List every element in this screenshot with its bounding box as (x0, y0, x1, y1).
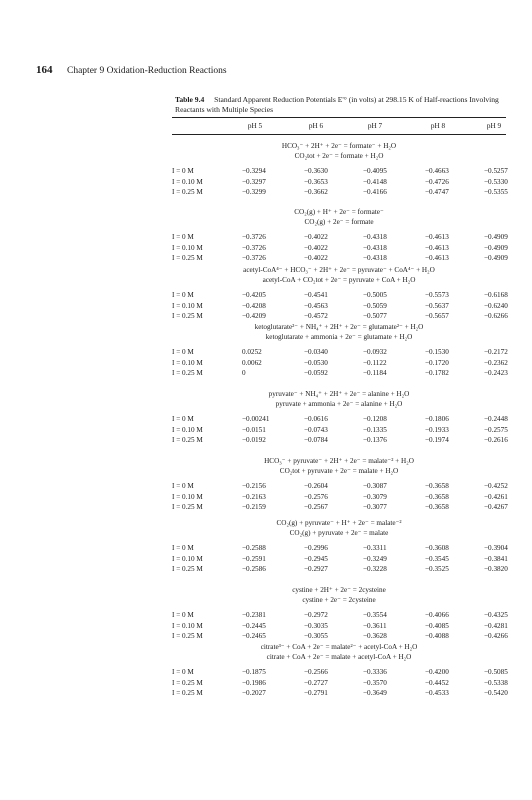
potential-value: −0.4663 (425, 167, 449, 175)
ionic-strength-label: I = 0 M (172, 291, 194, 299)
potential-value: −0.2575 (484, 425, 508, 434)
potential-value: −0.5573 (425, 291, 449, 299)
reaction-simplified: CO₂(g) + pyruvate + 2e⁻ = malate (289, 528, 389, 537)
potential-value: −0.4095 (363, 167, 387, 175)
potential-value: −0.4909 (484, 243, 508, 252)
ionic-strength-label: I = 0 M (172, 668, 194, 676)
potential-value: −0.4209 (242, 312, 266, 321)
table-row (172, 436, 506, 447)
potential-value: −0.5085 (484, 668, 508, 676)
potential-value: −0.2362 (484, 358, 508, 367)
potential-value: −0.4022 (304, 254, 328, 263)
table-row (172, 233, 506, 244)
page-header (36, 64, 227, 76)
ionic-strength-label: I = 0 M (172, 415, 194, 423)
potential-value: −0.1530 (425, 348, 449, 356)
potential-value: −0.3554 (363, 611, 387, 619)
potential-value: −0.2159 (242, 503, 266, 512)
potential-value: −0.3311 (363, 544, 387, 552)
table-row (172, 178, 506, 189)
potential-value: −0.1184 (363, 369, 387, 378)
potential-value: −0.4613 (425, 243, 449, 252)
potential-value: −0.4909 (484, 254, 508, 263)
potential-value: −0.4022 (304, 243, 328, 252)
table-row (172, 632, 506, 643)
potential-value: −0.3077 (363, 503, 387, 512)
ionic-strength-label: I = 0.10 M (172, 621, 203, 630)
potential-value: −0.1335 (363, 425, 387, 434)
reaction-block (172, 266, 506, 323)
reaction-simplified: CO₂tot + 2e⁻ = formate + H₂O (294, 151, 384, 160)
potential-value: 0.0062 (242, 358, 262, 367)
potential-value: −0.5338 (484, 678, 508, 687)
potential-value: −0.2172 (484, 348, 508, 356)
table-row (172, 244, 506, 255)
ionic-strength-label: I = 0.25 M (172, 503, 203, 512)
ionic-strength-label: I = 0 M (172, 544, 194, 552)
potential-value: −0.5637 (425, 301, 449, 310)
potential-value: −0.4208 (242, 301, 266, 310)
potential-value: −0.1122 (363, 358, 387, 367)
potential-value: −0.6240 (484, 301, 508, 310)
potential-value: −0.2616 (484, 436, 508, 445)
page-number: 164 (36, 64, 53, 76)
column-header: pH 9 (486, 122, 502, 130)
reaction-equation: ketoglutarate²⁻ + NH₄⁺ + 2H⁺ + 2e⁻ = glutamate²⁻ + H₂O (254, 323, 424, 331)
potential-value: −0.4325 (484, 611, 508, 619)
potential-value: −0.3035 (304, 621, 328, 630)
table-row (172, 302, 506, 313)
potential-value: −0.5330 (484, 177, 508, 186)
potential-value: −0.3628 (363, 632, 387, 641)
ionic-strength-label: I = 0.10 M (172, 554, 203, 563)
table-row (172, 312, 506, 323)
ionic-strength-label: I = 0 M (172, 348, 194, 356)
reaction-block (172, 142, 506, 199)
table-row (172, 291, 506, 302)
potential-value: −0.0151 (242, 425, 266, 434)
potential-value: −0.2163 (242, 492, 266, 501)
potential-value: −0.3087 (363, 482, 387, 490)
ionic-strength-label: I = 0.10 M (172, 243, 203, 252)
column-header: pH 5 (247, 122, 263, 130)
potential-value: −0.4318 (363, 254, 387, 263)
potential-value: −0.4909 (484, 233, 508, 241)
ionic-strength-label: I = 0.10 M (172, 177, 203, 186)
table-top-rule (172, 117, 506, 118)
reaction-block (172, 390, 506, 447)
potential-value: −0.0616 (304, 415, 328, 423)
potential-value: −0.3228 (363, 565, 387, 574)
table-row (172, 689, 506, 700)
reaction-equation: HCO₃⁻ + pyruvate⁻ + 2H⁺ + 2e⁻ = malate⁻² + H₂O (264, 457, 414, 465)
ionic-strength-label: I = 0.25 M (172, 565, 203, 574)
potential-value: −0.2448 (484, 415, 508, 423)
potential-value: −0.4613 (425, 254, 449, 263)
table-row (172, 188, 506, 199)
table-row (172, 426, 506, 437)
potential-value: −0.2567 (304, 503, 328, 512)
ionic-strength-label: I = 0.25 M (172, 632, 203, 641)
potential-value: −0.3249 (363, 554, 387, 563)
potential-value: −0.3570 (363, 678, 387, 687)
potential-value: −0.2591 (242, 554, 266, 563)
potential-value: −0.2586 (242, 565, 266, 574)
table-row (172, 622, 506, 633)
potential-value: −0.2927 (304, 565, 328, 574)
potential-value: −0.4200 (425, 668, 449, 676)
potential-value: −0.1376 (363, 436, 387, 445)
potential-value: −0.6168 (484, 291, 508, 299)
reaction-block (172, 457, 506, 514)
potential-value: −0.2576 (304, 492, 328, 501)
table-row (172, 668, 506, 679)
ionic-strength-label: I = 0.10 M (172, 301, 203, 310)
potential-value: −0.3841 (484, 554, 508, 563)
potential-value: −0.5059 (363, 301, 387, 310)
potential-value: −0.1720 (425, 358, 449, 367)
potential-value: −0.2027 (242, 689, 266, 698)
potential-value: −0.4022 (304, 233, 328, 241)
reaction-simplified: citrate + CoA + 2e⁻ = malate + acetyl-CoA + H₂O (266, 652, 412, 661)
ionic-strength-label: I = 0.25 M (172, 254, 203, 263)
potential-value: −0.4252 (484, 482, 508, 490)
potential-value: −0.2588 (242, 544, 266, 552)
table-label: Table 9.4 (175, 95, 205, 104)
potential-value: −0.1974 (425, 436, 449, 445)
potential-value: −0.3820 (484, 565, 508, 574)
ionic-strength-label: I = 0.10 M (172, 358, 203, 367)
potential-value: −0.1875 (242, 668, 266, 676)
potential-value: −0.0592 (304, 369, 328, 378)
potential-value: −0.3297 (242, 177, 266, 186)
reaction-simplified: CO₂tot + pyruvate + 2e⁻ = malate + H₂O (279, 466, 399, 475)
ionic-strength-label: I = 0.25 M (172, 436, 203, 445)
table-caption (175, 95, 505, 115)
potential-value: −0.3658 (425, 492, 449, 501)
ionic-strength-label: I = 0.10 M (172, 492, 203, 501)
table-row (172, 565, 506, 576)
ionic-strength-label: I = 0.25 M (172, 678, 203, 687)
potential-value: −0.4281 (484, 621, 508, 630)
table-row (172, 493, 506, 504)
reaction-block (172, 586, 506, 643)
reaction-simplified: pyruvate + ammonia + 2e⁻ = alanine + H₂O (275, 399, 403, 408)
potential-value: −0.2604 (304, 482, 328, 490)
potential-value: −0.2791 (304, 689, 328, 698)
potential-value: −0.3658 (425, 503, 449, 512)
ionic-strength-label: I = 0.25 M (172, 689, 203, 698)
ionic-strength-label: I = 0.10 M (172, 425, 203, 434)
ionic-strength-label: I = 0 M (172, 167, 194, 175)
potential-value: 0 (242, 369, 246, 378)
potential-value: −0.3662 (304, 188, 328, 197)
table-header-rule (172, 134, 506, 135)
potential-value: −0.4452 (425, 678, 449, 687)
potential-value: −0.5420 (484, 689, 508, 698)
potential-value: −0.4533 (425, 689, 449, 698)
potential-value: −0.3658 (425, 482, 449, 490)
potential-value: 0.0252 (242, 348, 262, 356)
potential-value: −0.1208 (363, 415, 387, 423)
potential-value: −0.3611 (363, 621, 387, 630)
reaction-equation: CO₂(g) + H⁺ + 2e⁻ = formate⁻ (294, 208, 384, 216)
potential-value: −0.0340 (304, 348, 328, 356)
potential-value: −0.2445 (242, 621, 266, 630)
potential-value: −0.4205 (242, 291, 266, 299)
column-header: pH 7 (367, 122, 383, 130)
ionic-strength-label: I = 0 M (172, 482, 194, 490)
potential-value: −0.2465 (242, 632, 266, 641)
table-row (172, 679, 506, 690)
table-row (172, 369, 506, 380)
potential-value: −0.3726 (242, 233, 266, 241)
reaction-simplified: acetyl-CoA + CO₂tot + 2e⁻ = pyruvate + CoA + H₂O (262, 275, 416, 284)
potential-value: −0.4613 (425, 233, 449, 241)
potential-value: −0.4747 (425, 188, 449, 197)
potential-value: −0.0192 (242, 436, 266, 445)
potential-value: −0.1806 (425, 415, 449, 423)
potential-value: −0.00241 (242, 415, 270, 423)
reaction-equation: cystine + 2H⁺ + 2e⁻ = 2cysteine (292, 586, 386, 594)
potential-value: −0.4726 (425, 177, 449, 186)
table-row (172, 611, 506, 622)
reaction-simplified: ketoglutarate + ammonia + 2e⁻ = glutamate + H₂O (265, 332, 413, 341)
potential-value: −0.4572 (304, 312, 328, 321)
potential-value: −0.1782 (425, 369, 449, 378)
column-header: pH 6 (308, 122, 324, 130)
potential-value: −0.3525 (425, 565, 449, 574)
ionic-strength-label: I = 0.25 M (172, 188, 203, 197)
potential-value: −0.4088 (425, 632, 449, 641)
potential-value: −0.3726 (242, 243, 266, 252)
reaction-equation: pyruvate⁻ + NH₄⁺ + 2H⁺ + 2e⁻ = alanine + H₂O (268, 390, 410, 398)
potential-value: −0.3630 (304, 167, 328, 175)
potential-value: −0.6266 (484, 312, 508, 321)
reaction-simplified: cystine + 2e⁻ = 2cysteine (302, 595, 376, 604)
table-row (172, 482, 506, 493)
potential-value: −0.0530 (304, 358, 328, 367)
column-header: pH 8 (430, 122, 446, 130)
potential-value: −0.4148 (363, 177, 387, 186)
potential-value: −0.4166 (363, 188, 387, 197)
table-row (172, 167, 506, 178)
potential-value: −0.3055 (304, 632, 328, 641)
ionic-strength-label: I = 0 M (172, 611, 194, 619)
potential-value: −0.4085 (425, 621, 449, 630)
reaction-block (172, 323, 506, 380)
potential-value: −0.3294 (242, 167, 266, 175)
potential-value: −0.3649 (363, 689, 387, 698)
potential-value: −0.3336 (363, 668, 387, 676)
potential-value: −0.3545 (425, 554, 449, 563)
potential-value: −0.4261 (484, 492, 508, 501)
potential-value: −0.2727 (304, 678, 328, 687)
potential-value: −0.3608 (425, 544, 449, 552)
table-row (172, 348, 506, 359)
potential-value: −0.4318 (363, 233, 387, 241)
potential-value: −0.2945 (304, 554, 328, 563)
potential-value: −0.3904 (484, 544, 508, 552)
potential-value: −0.0932 (363, 348, 387, 356)
potential-value: −0.4066 (425, 611, 449, 619)
potential-value: −0.2156 (242, 482, 266, 490)
reaction-simplified: CO₂(g) + 2e⁻ = formate (304, 217, 374, 226)
table-row (172, 544, 506, 555)
potential-value: −0.4267 (484, 503, 508, 512)
potential-value: −0.4563 (304, 301, 328, 310)
potential-value: −0.4318 (363, 243, 387, 252)
potential-value: −0.0743 (304, 425, 328, 434)
potential-value: −0.1986 (242, 678, 266, 687)
potential-value: −0.3653 (304, 177, 328, 186)
reaction-block (172, 208, 506, 265)
table-row (172, 503, 506, 514)
potential-value: −0.2423 (484, 369, 508, 378)
potential-value: −0.0784 (304, 436, 328, 445)
table-row (172, 359, 506, 370)
potential-value: −0.3079 (363, 492, 387, 501)
chapter-title: Chapter 9 Oxidation-Reduction Reactions (67, 66, 227, 76)
reaction-equation: citrate³⁻ + CoA + 2e⁻ = malate²⁻ + acetyl-CoA + H₂O (260, 643, 418, 651)
potential-value: −0.4541 (304, 291, 328, 299)
potential-value: −0.2996 (304, 544, 328, 552)
table-row (172, 555, 506, 566)
ionic-strength-label: I = 0 M (172, 233, 194, 241)
potential-value: −0.3726 (242, 254, 266, 263)
table-row (172, 254, 506, 265)
ionic-strength-label: I = 0.25 M (172, 369, 203, 378)
table-row (172, 415, 506, 426)
ionic-strength-label: I = 0.25 M (172, 312, 203, 321)
reaction-block (172, 519, 506, 576)
potential-value: −0.2972 (304, 611, 328, 619)
reaction-equation: HCO₃⁻ + 2H⁺ + 2e⁻ = formate⁻ + H₂O (281, 142, 397, 150)
table-caption-text: Standard Apparent Reduction Potentials E'° (in volts) at 298.15 K of Half-reactions Involving Reactants with Multiple Species (175, 95, 499, 114)
reaction-equation: acetyl-CoA⁴⁻ + HCO₃⁻ + 2H⁺ + 2e⁻ = pyruvate⁻ + CoA⁴⁻ + H₂O (243, 266, 435, 274)
potential-value: −0.5005 (363, 291, 387, 299)
potential-value: −0.5257 (484, 167, 508, 175)
potential-value: −0.5657 (425, 312, 449, 321)
potential-value: −0.2381 (242, 611, 266, 619)
potential-value: −0.3299 (242, 188, 266, 197)
potential-value: −0.5077 (363, 312, 387, 321)
reaction-equation: CO₂(g) + pyruvate⁻ + H⁺ + 2e⁻ = malate⁻² (276, 519, 402, 527)
potential-value: −0.1933 (425, 425, 449, 434)
potential-value: −0.2566 (304, 668, 328, 676)
potential-value: −0.5355 (484, 188, 508, 197)
reaction-block (172, 643, 506, 700)
potential-value: −0.4266 (484, 632, 508, 641)
